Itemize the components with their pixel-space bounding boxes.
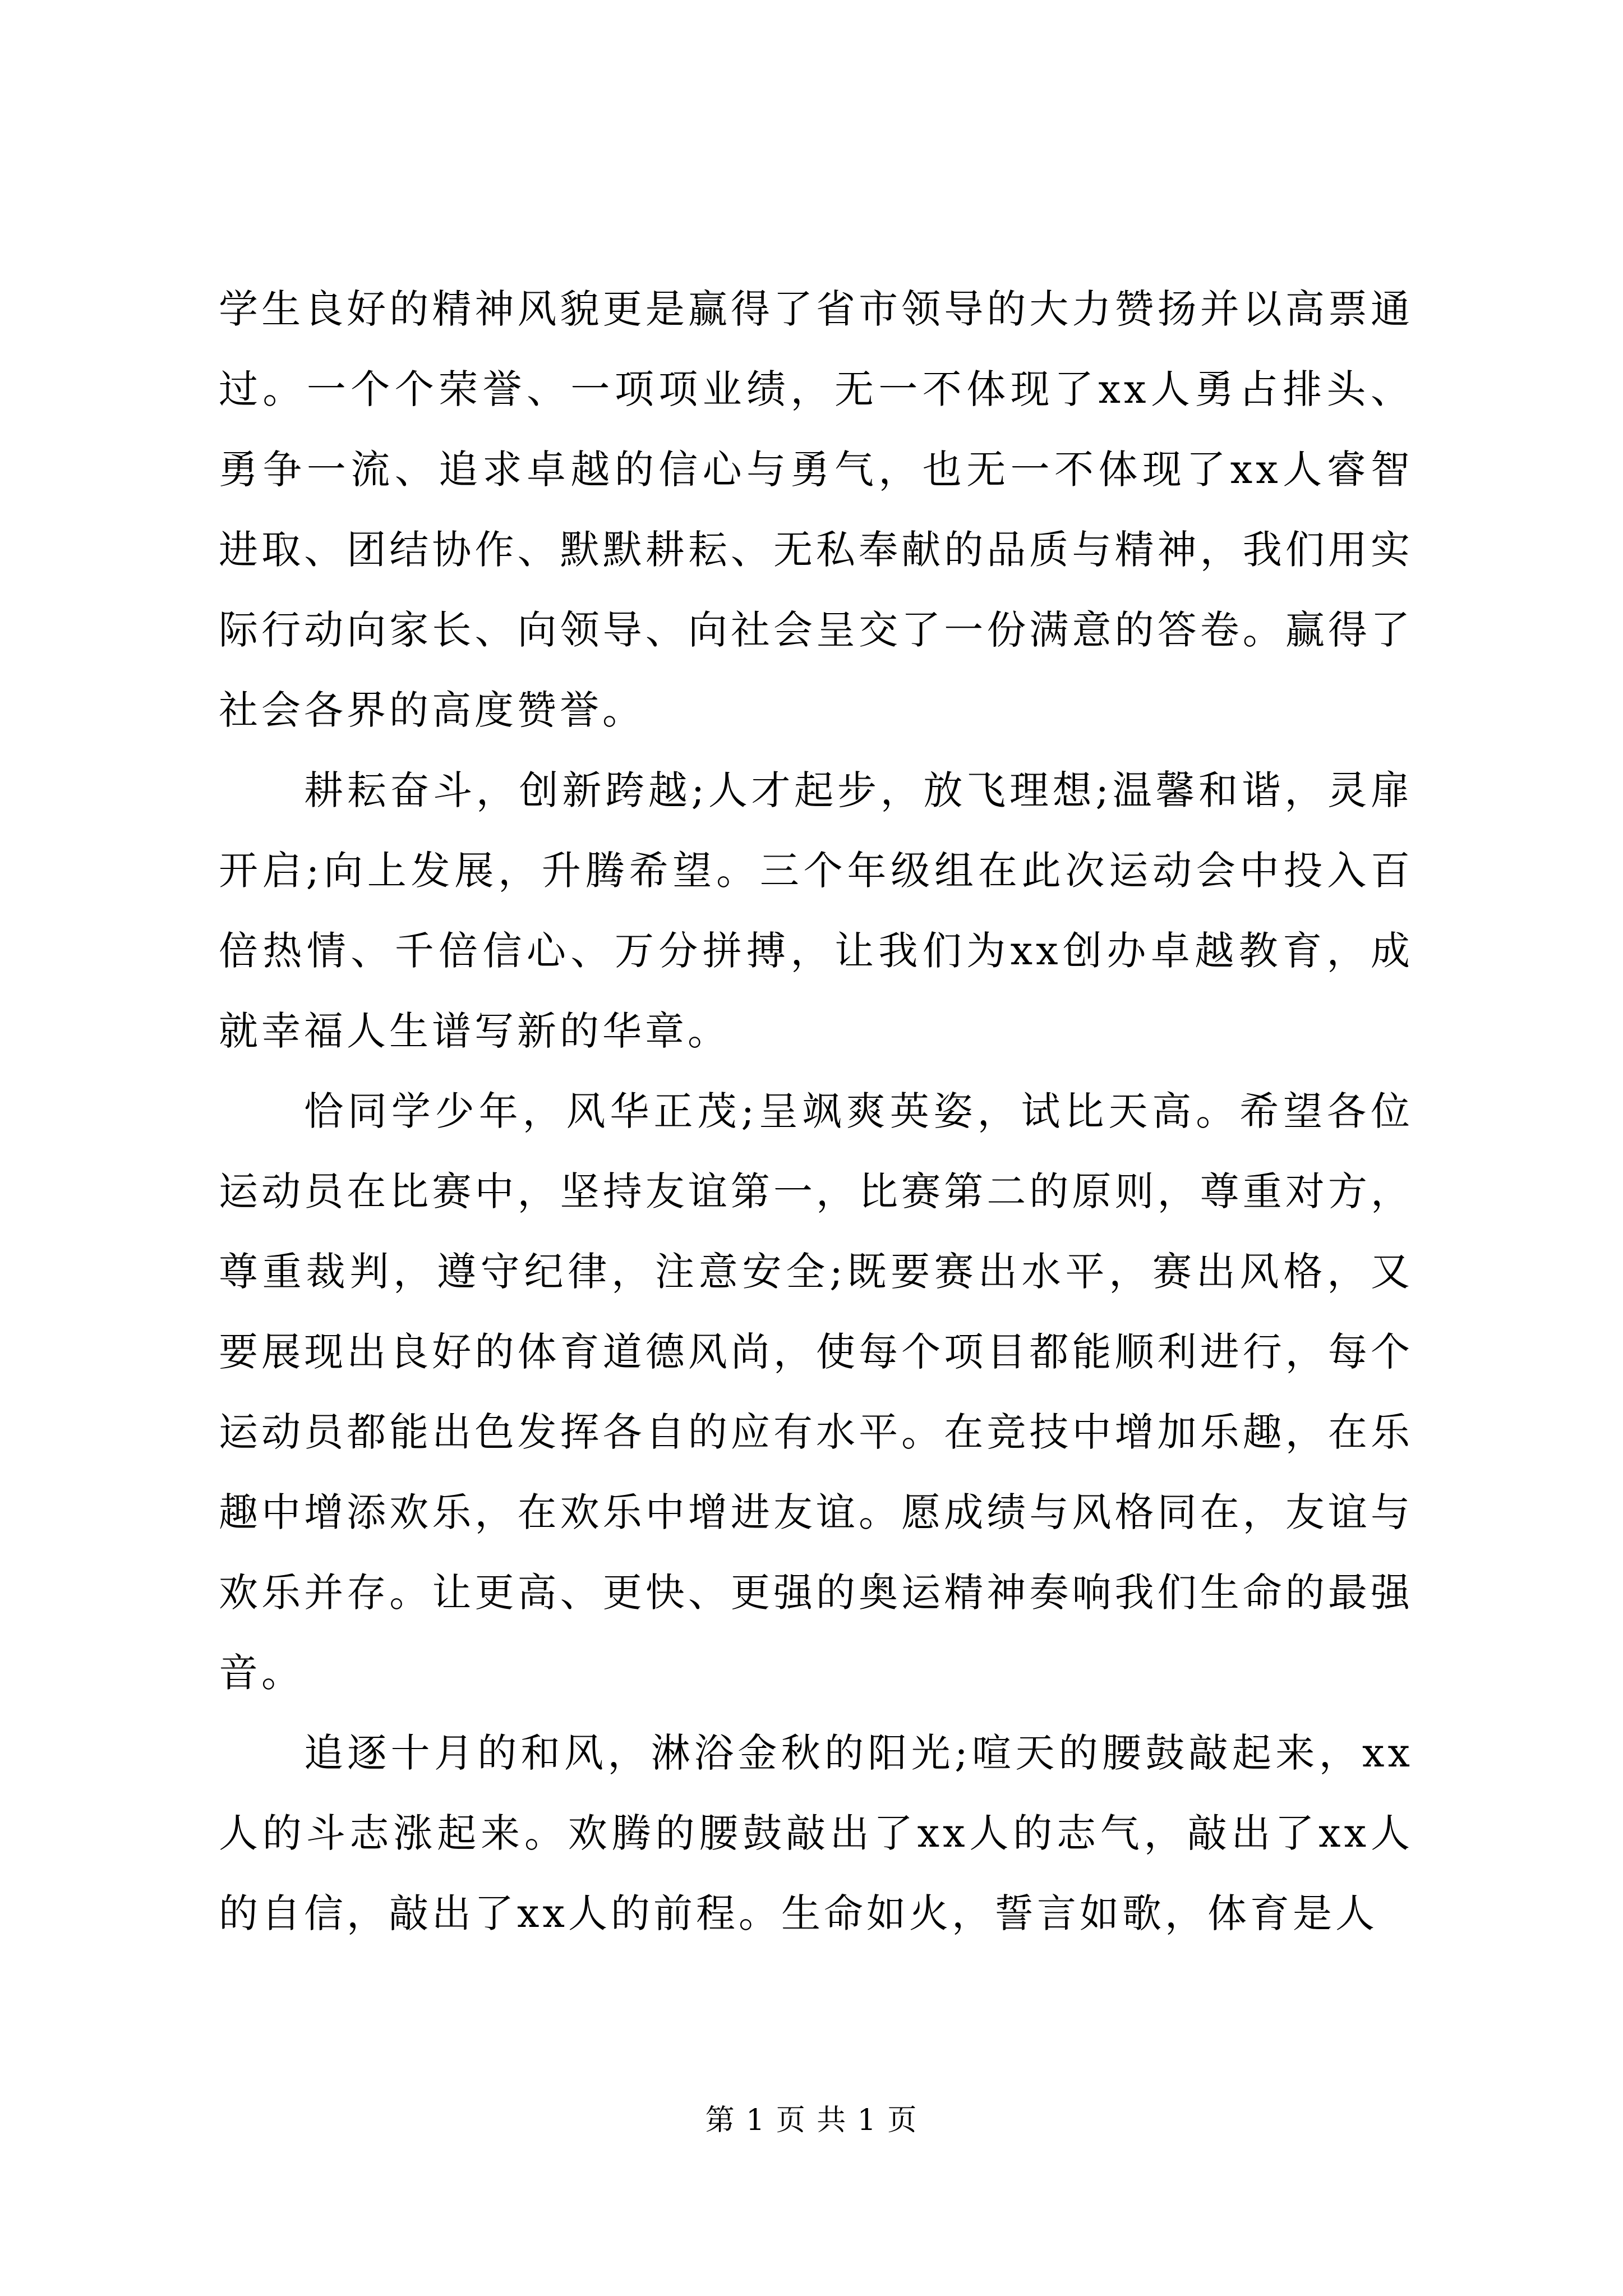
document-body [219, 269, 1413, 1954]
paragraph-4: 追逐十月的和风，淋浴金秋的阳光;喧天的腰鼓敲起来，xx人的斗志涨起来。欢腾的腰鼓敲出了xx人的志气，敲出了xx人的自信，敲出了xx人的前程。生命如火，誓言如歌，体育是人 [219, 1730, 1413, 1936]
paragraph-continuation: 学生良好的精神风貌更是赢得了省市领导的大力赞扬并以高票通过。一个个荣誉、一项项业绩，无一不体现了xx人勇占排头、勇争一流、追求卓越的信心与勇气，也无一不体现了xx人睿智进取、团结协作、默默耕耘、无私奉献的品质与精神，我们用实际行动向家长、向领导、向社会呈交了一份满意的答卷。赢得了社会各界的高度赞誉。 [219, 286, 1413, 733]
page-footer: 第 1 页 共 1 页 [705, 2104, 918, 2137]
paragraph-3: 恰同学少年，风华正茂;呈飒爽英姿，试比天高。希望各位运动员在比赛中，坚持友谊第一，比赛第二的原则，尊重对方，尊重裁判，遵守纪律，注意安全;既要赛出水平，赛出风格，又要展现出良好的体育道德风尚，使每个项目都能顺利进行，每个运动员都能出色发挥各自的应有水平。在竞技中增加乐趣，在乐趣中增添欢乐，在欢乐中增进友谊。愿成绩与风格同在，友谊与欢乐并存。让更高、更快、更强的奥运精神奏响我们生命的最强音。 [219, 1088, 1413, 1696]
paragraph-2: 耕耘奋斗，创新跨越;人才起步，放飞理想;温馨和谐，灵扉开启;向上发展，升腾希望。三个年级组在此次运动会中投入百倍热情、千倍信心、万分拼搏，让我们为xx创办卓越教育，成就幸福人生谱写新的华章。 [219, 767, 1413, 1054]
